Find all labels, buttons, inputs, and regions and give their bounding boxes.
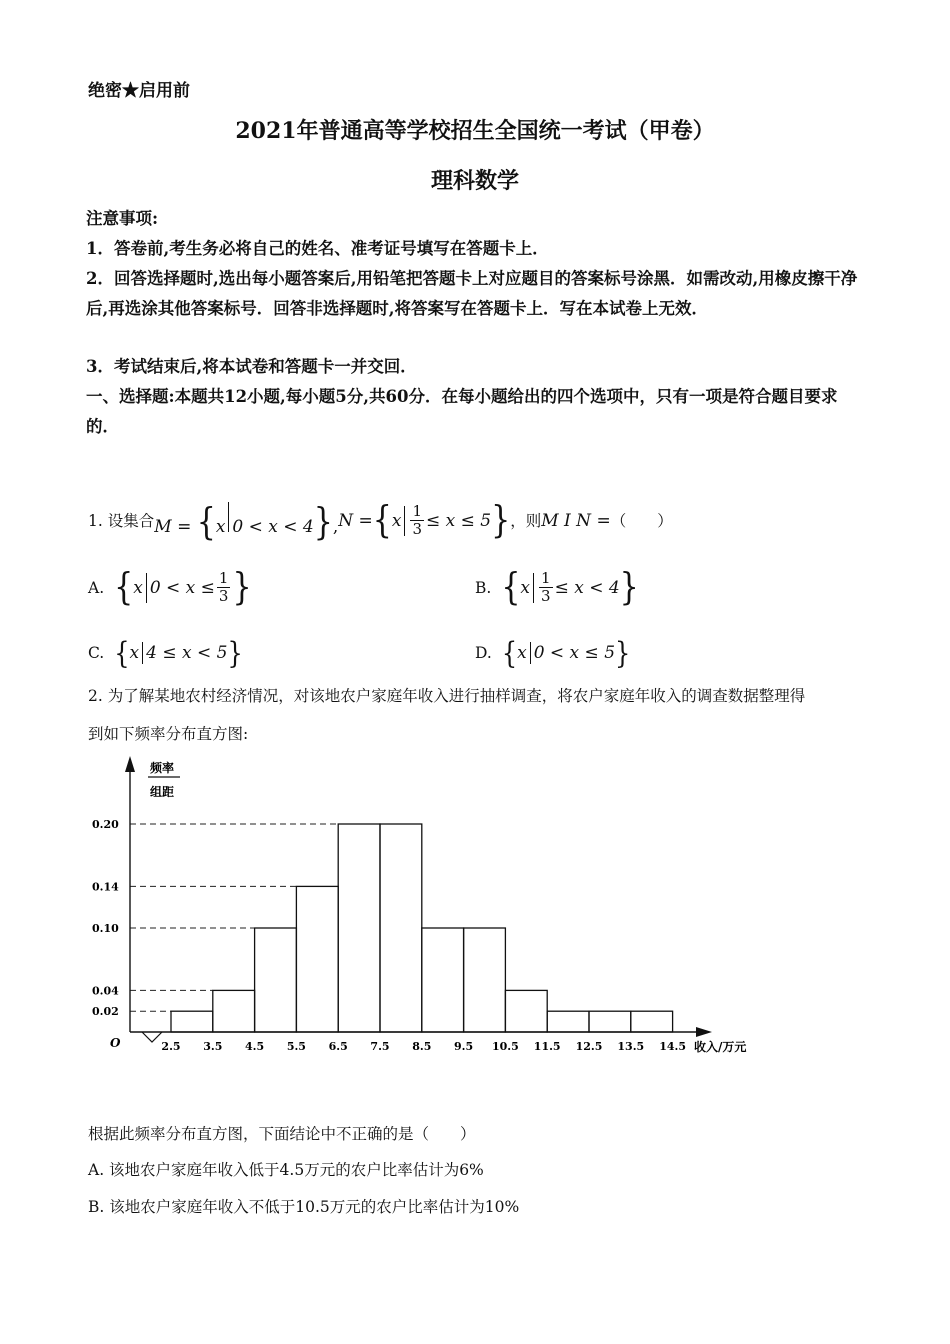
histogram-bar <box>171 1011 213 1032</box>
x-tick-label: 10.5 <box>492 1040 519 1053</box>
y-tick-label: 0.14 <box>92 880 119 894</box>
y-tick-label: 0.20 <box>92 818 119 831</box>
section-title: 一、选择题:本题共12小题,每小题5分,共60分．在每小题给出的四个选项中，只有一项是符合题目要求的． <box>86 387 838 436</box>
y-tick-label: 0.04 <box>92 984 119 998</box>
axis-break-mark <box>142 1032 162 1042</box>
x-tick-label: 4.5 <box>245 1040 265 1053</box>
q1-answer-paren: （ ） <box>610 511 673 530</box>
q2-option-b[interactable]: B. 该地农户家庭年收入不低于10.5万元的农户比率估计为10% <box>88 1198 520 1216</box>
y-axis-arrow <box>125 756 135 772</box>
histogram-bar <box>547 1011 589 1032</box>
x-tick-label: 12.5 <box>575 1040 603 1053</box>
q1-option-d[interactable]: D. { x 0 < x ≤ 5 } <box>475 635 631 671</box>
histogram-bar <box>213 990 255 1032</box>
x-tick-label: 3.5 <box>203 1040 223 1053</box>
histogram-bar <box>631 1011 673 1032</box>
y-label-top: 频率 <box>150 761 175 775</box>
exam-title: 2021年普通高等学校招生全国统一考试（甲卷） <box>235 118 715 144</box>
x-tick-label: 13.5 <box>617 1040 645 1053</box>
y-tick-label: 0.02 <box>92 1005 119 1019</box>
q2-option-a[interactable]: A. 该地农户家庭年收入低于4.5万元的农户比率估计为6% <box>88 1161 484 1179</box>
notice-item-1: 1．答卷前,考生务必将自己的姓名、准考证号填写在答题卡上． <box>86 239 549 258</box>
histogram-bar <box>380 824 422 1032</box>
question-2-line-2: 到如下频率分布直方图: <box>88 725 249 743</box>
question-2-prompt: 根据此频率分布直方图，下面结论中不正确的是（ ） <box>88 1125 476 1143</box>
histogram-bar <box>589 1011 631 1032</box>
x-tick-label: 8.5 <box>412 1040 432 1053</box>
x-tick-label: 6.5 <box>328 1040 348 1053</box>
q1-option-b[interactable]: B. { x $\frac{1}{3}$ ≤ x < 4 } <box>475 565 639 609</box>
histogram-bar <box>296 886 338 1032</box>
histogram-bar <box>422 928 464 1032</box>
x-tick-label: 14.5 <box>659 1040 686 1053</box>
question-2-line-1: 2. 为了解某地农村经济情况，对该地农户家庭年收入进行抽样调查，将农户家庭年收入的调查数据整理得 <box>88 687 806 705</box>
x-axis-label: 收入/万元 <box>694 1040 747 1054</box>
histogram-bar <box>464 928 506 1032</box>
y-label-bottom: 组距 <box>150 785 175 799</box>
q1-option-a[interactable]: A. { x 0 < x ≤ $\frac{1}{3}$ } <box>88 565 252 609</box>
q1-option-c[interactable]: C. { x 4 ≤ x < 5 } <box>88 635 243 671</box>
q1-intersection: M I N = <box>541 510 611 531</box>
q1-number: 1. <box>88 511 103 530</box>
histogram-bar <box>338 824 380 1032</box>
frequency-histogram <box>88 752 788 1062</box>
x-tick-label: 2.5 <box>161 1040 181 1053</box>
x-tick-label: 11.5 <box>533 1040 561 1053</box>
q1-set-n: N = { x $\frac{1}{3}$ ≤ x ≤ 5 } <box>338 498 511 542</box>
confidential-label: 绝密★启用前 <box>88 81 190 101</box>
q1-prefix: 设集合 <box>107 511 155 530</box>
origin-label: O <box>110 1036 121 1050</box>
notice-heading: 注意事项: <box>86 209 159 228</box>
notice-item-3: 3．考试结束后,将本试卷和答题卡一并交回． <box>86 357 417 376</box>
question-1 <box>88 498 673 545</box>
q1-set-m: M = {x 0 < x < 4}, <box>154 500 339 545</box>
notice-item-2: 2．回答选择题时,选出每小题答案后,用铅笔把答题卡上对应题目的答案标号涂黑．如需改动,用橡皮擦干净后,再选涂其他答案标号．回答非选择题时,将答案写在答题卡上．写在本试卷上无效． <box>86 269 858 318</box>
q1-then: ，则 <box>510 511 542 530</box>
x-tick-label: 5.5 <box>286 1040 306 1053</box>
x-tick-label: 9.5 <box>454 1040 474 1053</box>
histogram-bar <box>255 928 297 1032</box>
y-tick-label: 0.10 <box>92 922 119 935</box>
x-tick-label: 7.5 <box>370 1040 390 1053</box>
subject-title: 理科数学 <box>430 168 519 194</box>
histogram-bar <box>505 990 547 1032</box>
x-axis-arrow <box>696 1027 712 1037</box>
